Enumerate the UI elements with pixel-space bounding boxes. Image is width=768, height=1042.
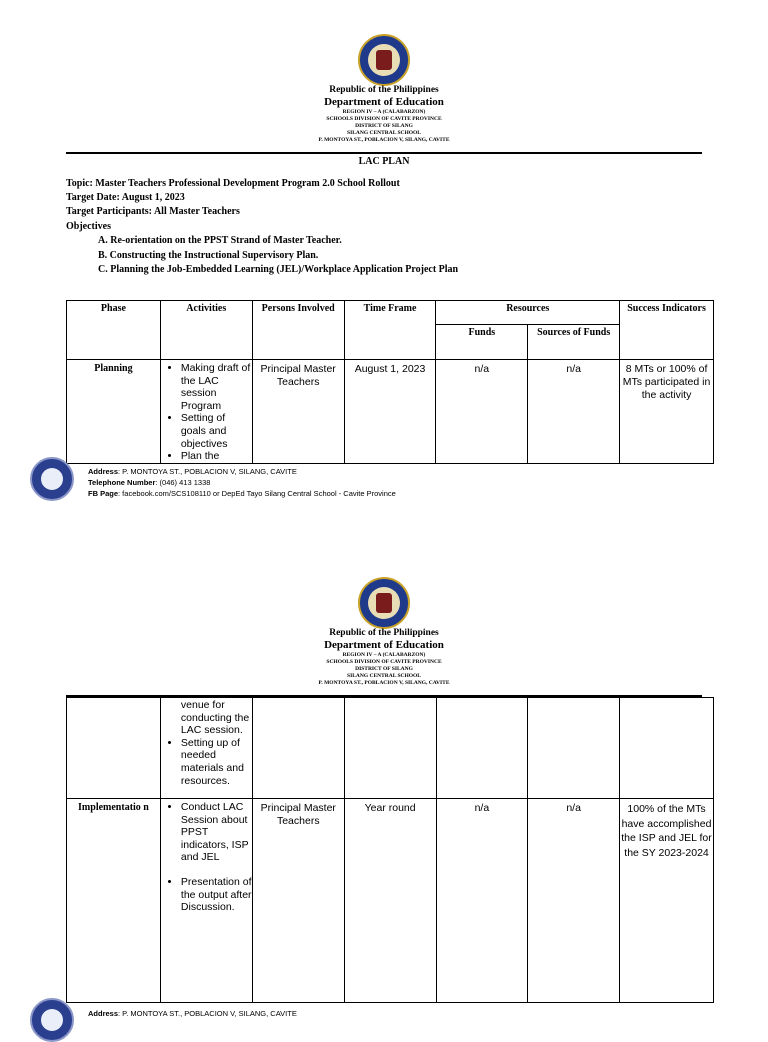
phase-planning: Planning	[67, 360, 161, 464]
sources-implementation: n/a	[528, 799, 620, 1003]
list-item: • Setting of goals and objectives	[181, 412, 252, 450]
th-resources: Resources	[436, 301, 620, 325]
header-division: SCHOOLS DIVISION OF CAVITE PROVINCE	[326, 659, 442, 665]
doc-objectives-label: Objectives	[66, 221, 111, 232]
school-seal	[30, 457, 74, 501]
time-implementation: Year round	[344, 799, 436, 1003]
deped-seal	[358, 577, 410, 629]
activities-planning	[160, 360, 252, 464]
success-planning: 8 MTs or 100% of MTs participated in the activity	[620, 360, 714, 464]
activity-continued: venue for conducting the LAC session.	[180, 699, 250, 737]
list-item: • Conduct LAC Session about PPST indicators, ISP and JEL	[181, 801, 252, 864]
success-implementation: 100% of the MTs have accomplished the ISP and JEL for the SY 2023-2024	[620, 799, 714, 1003]
header-school: SILANG CENTRAL SCHOOL	[347, 673, 421, 679]
footer-address: Address: P. MONTOYA ST., POBLACION V, SILANG, CAVITE	[88, 467, 297, 476]
footer-address: Address: P. MONTOYA ST., POBLACION V, SILANG, CAVITE	[88, 1009, 297, 1018]
footer-fb: FB Page: facebook.com/SCS108110 or DepEd Tayo Silang Central School - Cavite Province	[88, 489, 396, 498]
th-funds: Funds	[436, 325, 528, 360]
deped-seal	[358, 34, 410, 86]
th-success: Success Indicators	[620, 301, 714, 360]
list-item: • Plan the	[181, 450, 252, 463]
header-region: REGION IV – A (CALABARZON)	[342, 109, 426, 115]
objective-a: A. Re-orientation on the PPST Strand of Master Teacher.	[98, 235, 342, 246]
list-item: • Making draft of the LAC session Program	[181, 362, 252, 412]
objective-c: C. Planning the Job-Embedded Learning (JEL)/Workplace Application Project Plan	[98, 264, 459, 275]
header-school: SILANG CENTRAL SCHOOL	[347, 130, 421, 136]
th-time: Time Frame	[344, 301, 436, 360]
funds-planning: n/a	[436, 360, 528, 464]
sources-planning: n/a	[528, 360, 620, 464]
header-division: SCHOOLS DIVISION OF CAVITE PROVINCE	[326, 116, 442, 122]
persons-planning: Principal Master Teachers	[252, 360, 344, 464]
header-district: DISTRICT OF SILANG	[355, 666, 413, 672]
th-persons: Persons Involved	[252, 301, 344, 360]
header-department: Department of Education	[324, 96, 444, 108]
lac-plan-table-page2	[66, 697, 714, 1003]
header-address: P. MONTOYA ST., POBLACION V, SILANG, CAVITE	[318, 680, 450, 686]
table-row-implementation	[67, 799, 714, 1003]
doc-topic: Topic: Master Teachers Professional Development Program 2.0 School Rollout	[66, 178, 400, 189]
list-item: • Presentation of the output after Discussion.	[181, 876, 252, 914]
persons-implementation: Principal Master Teachers	[252, 799, 344, 1003]
funds-implementation: n/a	[436, 799, 528, 1003]
th-phase: Phase	[67, 301, 161, 360]
header-district: DISTRICT OF SILANG	[355, 123, 413, 129]
doc-target-participants: Target Participants: All Master Teachers	[66, 206, 240, 217]
doc-title: LAC PLAN	[358, 156, 410, 167]
footer-page2	[88, 1008, 297, 1019]
header-department: Department of Education	[324, 639, 444, 651]
activities-planning-cont	[160, 698, 252, 799]
th-activities: Activities	[160, 301, 252, 360]
list-item: • Setting up of needed materials and resources.	[181, 737, 252, 787]
header-rule	[66, 152, 702, 154]
header-region: REGION IV – A (CALABARZON)	[342, 652, 426, 658]
th-sources: Sources of Funds	[528, 325, 620, 360]
phase-implementation: Implementatio n	[67, 799, 161, 1003]
lac-plan-table-page1	[66, 300, 714, 464]
school-seal	[30, 998, 74, 1042]
header-republic: Republic of the Philippines	[329, 85, 439, 95]
doc-target-date: Target Date: August 1, 2023	[66, 192, 185, 203]
footer-page1	[88, 466, 396, 499]
footer-phone: Telephone Number: (046) 413 1338	[88, 478, 211, 487]
activities-implementation	[160, 799, 252, 1003]
table-row-planning-cont	[67, 698, 714, 799]
table-row-planning	[67, 360, 714, 464]
time-planning: August 1, 2023	[344, 360, 436, 464]
objective-b: B. Constructing the Instructional Supervisory Plan.	[98, 250, 319, 261]
header-republic: Republic of the Philippines	[329, 628, 439, 638]
header-address: P. MONTOYA ST., POBLACION V, SILANG, CAVITE	[318, 137, 450, 143]
